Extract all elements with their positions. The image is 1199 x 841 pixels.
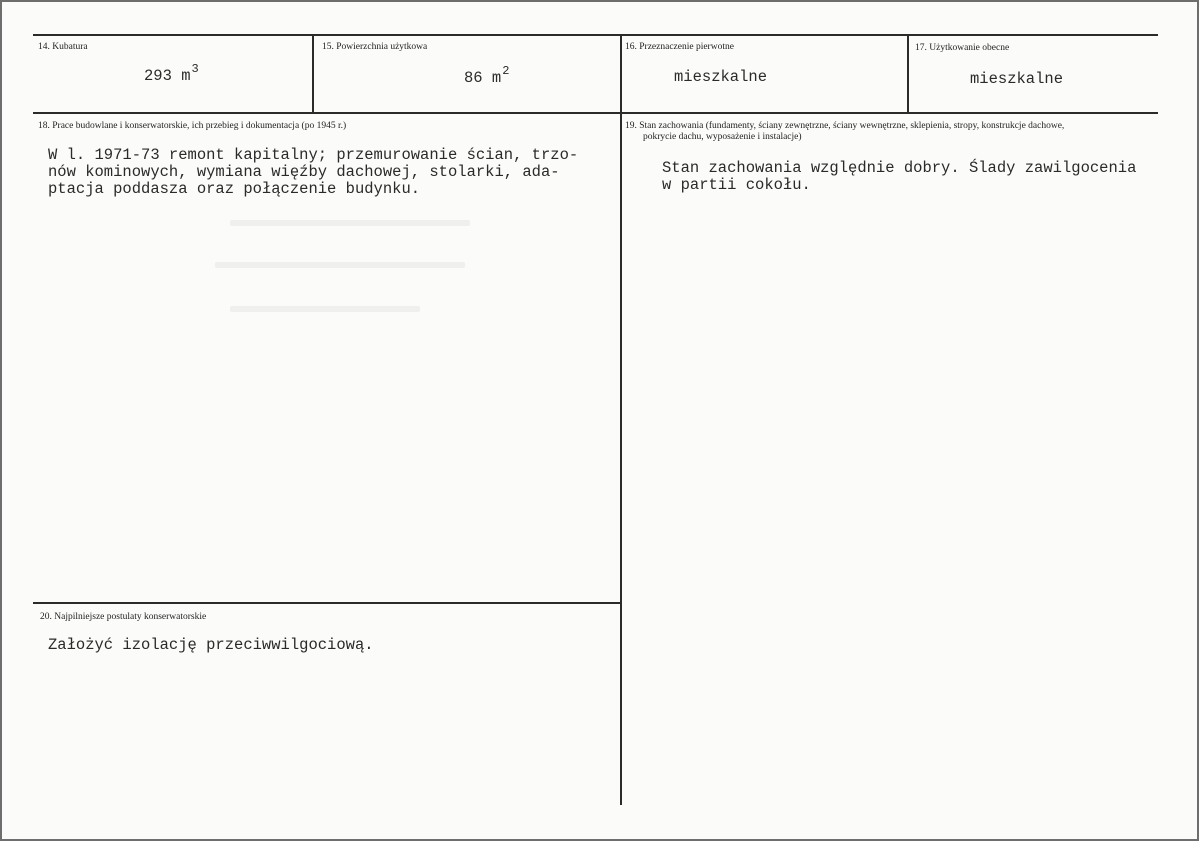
field-19-label [625, 121, 1064, 143]
field-14-label: 14. Kubatura [38, 42, 88, 52]
field-20-text [48, 637, 374, 654]
field-17-value: mieszkalne [970, 70, 1064, 88]
field-19-line: Stan zachowania względnie dobry. Ślady zawilgocenia [662, 159, 1137, 177]
col-divider-1 [312, 35, 314, 113]
field-20-label: 20. Najpilniejsze postulaty konserwatorskie [40, 612, 207, 622]
field-19-line: w partii cokołu. [662, 176, 811, 194]
show-through-mark [230, 306, 420, 312]
field-15-label: 15. Powierzchnia użytkowa [322, 42, 428, 52]
powierzchnia-number: 86 m [464, 69, 502, 87]
row-divider-1 [33, 112, 1158, 114]
powierzchnia-exponent: 2 [502, 64, 510, 78]
field-15-value [464, 64, 509, 87]
field-16-label: 16. Przeznaczenie pierwotne [625, 42, 734, 52]
field-18-label: 18. Prace budowlane i konserwatorskie, ich przebieg i dokumentacja (po 1945 r.) [38, 121, 347, 131]
field-16-value: mieszkalne [674, 68, 768, 86]
col-divider-2 [620, 35, 622, 805]
kubatura-number: 293 m [144, 67, 191, 85]
field-18-text [48, 147, 578, 198]
field-19-label-line: 19. Stan zachowania (fundamenty, ściany zewnętrzne, ściany wewnętrzne, sklepienia, stropy, konstrukcje dachowe, [625, 121, 1065, 131]
field-18-line: nów kominowych, wymiana więźby dachowej, stolarki, ada- [48, 163, 560, 181]
col-divider-3 [907, 35, 909, 113]
row-divider-2 [33, 602, 622, 604]
field-14-value [144, 62, 199, 85]
field-19-text [662, 160, 1136, 194]
field-19-label-line: pokrycie dachu, wyposażenie i instalacje) [643, 132, 802, 142]
show-through-mark [230, 220, 470, 226]
field-17-label: 17. Użytkowanie obecne [915, 43, 1010, 53]
show-through-mark [215, 262, 465, 268]
field-20-line: Założyć izolację przeciwwilgociową. [48, 636, 374, 654]
kubatura-exponent: 3 [191, 62, 199, 76]
top-rule [33, 34, 1158, 36]
field-18-line: W l. 1971-73 remont kapitalny; przemurowanie ścian, trzo- [48, 146, 579, 164]
field-18-line: ptacja poddasza oraz połączenie budynku. [48, 180, 421, 198]
